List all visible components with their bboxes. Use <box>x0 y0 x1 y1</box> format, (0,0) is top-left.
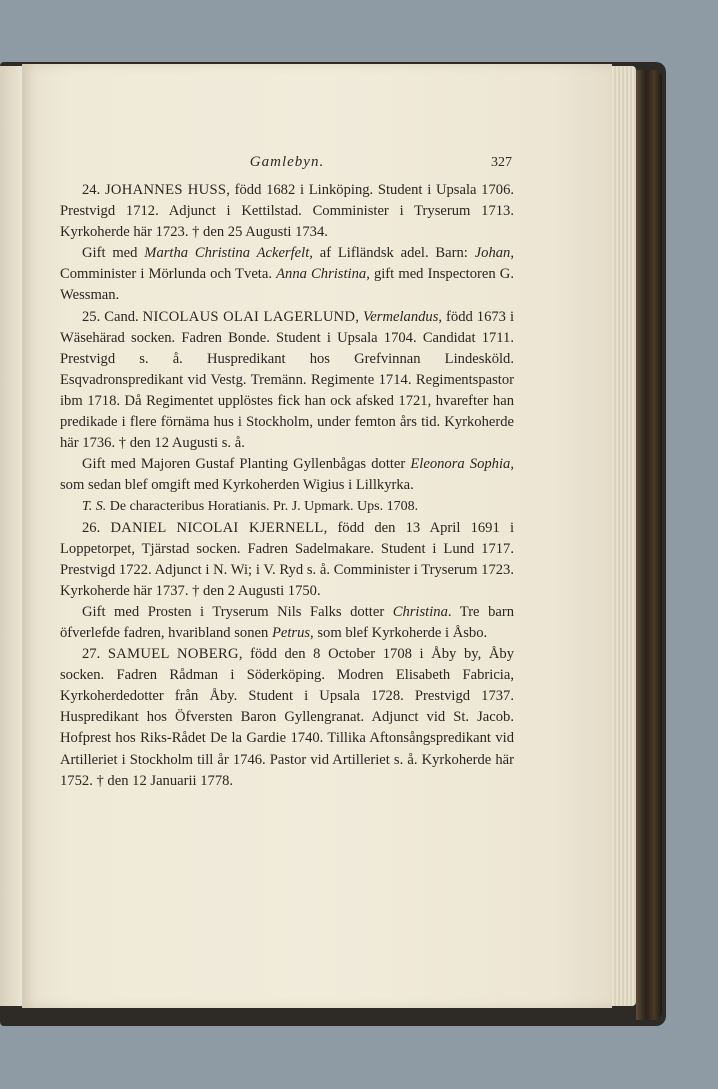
entry-26-bio: 26. DANIEL NICOLAI KJERNELL, född den 13 April 1691 i Loppetorpet, Tjärstad socken. Fadren Sadelmakare. Student i Lund 1717. Prestvigd 1722. Adjunct i N. Wi; i V. Ryd s. å. Comminister i Tryserum 1723. Kyrkoherde här 1737. † den 2 Augusti 1750. <box>60 519 515 599</box>
entry-27-name: SAMUEL NOBERG <box>107 646 239 663</box>
entry-25-family: Gift med Majoren Gustaf Planting Gyllenbågas dotter Eleonora Sophia, som sedan blef omgift med Kyrkoherden Wigius i Lillkyrka. <box>60 456 514 494</box>
running-title: Gamlebyn. <box>249 154 325 170</box>
entry-24-bio: 24. JOHANNES HUSS, född 1682 i Linköping. Student i Upsala 1706. Prestvigd 1712. Adjunct i Kettilstad. Comminister i Tryserum 1713. Kyrkoherde här 1723. † den 25 Augusti 1734. <box>60 182 515 241</box>
entry-24-wife: Martha Christina Ackerfelt <box>144 245 310 262</box>
page-number: 327 <box>491 155 512 170</box>
entry-25-wife: Eleonora Sophia <box>410 456 511 473</box>
entry-26-name: DANIEL NICOLAI KJERNELL <box>110 519 324 536</box>
entry-26-family: Gift med Prosten i Tryserum Nils Falks dotter Christina. Tre barn öfverlefde fadren, hvaribland sonen Petrus, som blef Kyrkoherde i Åsbo. <box>60 603 515 641</box>
entry-27-bio: 27. SAMUEL NOBERG, född den 8 October 1708 i Åby by, Åby socken. Fadren Rådman i Söderköping. Modren Elisabeth Fabricia, Kyrkoherdedotter från Åby. Student i Upsala 1728. Prestvigd 1737. Huspredikant hos Öfversten Baron Gyllengranat. Adjunct vid St. Jacob. Hofprest hos Riks-Rådet De la Gardie 1740. Tillika Aftonsångspredikant vid Artilleriet i Stockholm till år 1746. Pastor vid Artilleriet s. å. Kyrkoherde här 1752. † den 12 Januarii 1778. <box>60 646 514 789</box>
entry-25-reference: T. S. De characteribus Horatianis. Pr. J. Upmark. Ups. 1708. <box>82 499 419 515</box>
book-cover-edge <box>636 70 662 1020</box>
facing-page-edge <box>0 66 23 1006</box>
entry-24-family: Gift med Martha Christina Ackerfelt, af Lifländsk adel. Barn: Johan, Comminister i Mörlunda och Tveta. Anna Christina, gift med Inspectoren G. Wessman. <box>60 245 514 304</box>
page-text <box>60 152 514 792</box>
entry-25-bio: 25. Cand. NICOLAUS OLAI LAGERLUND, Vermelandus, född 1673 i Wäsehärad socken. Fadren Bonde. Student i Upsala 1704. Candidat 1711. Prestvigd s. å. Huspredikant hos Grefvinnan Lindesköld. Esqvadronspredikant vid Vestg. Tremänn. Regimente 1714. Regimentspastor ibm 1718. Då Regimentet upplöstes fick han ock afsked 1721, hvarefter han predikade i flere förnäma hus i Stockholm, under femton års tid. Kyrkoherde här 1736. † den 12 Augusti s. å. <box>60 308 515 452</box>
entry-25-name: NICOLAUS OLAI LAGERLUND <box>142 308 356 325</box>
entry-26-wife: Christina <box>392 603 448 620</box>
page-header <box>60 152 514 174</box>
entry-24-name: JOHANNES HUSS <box>104 182 227 198</box>
